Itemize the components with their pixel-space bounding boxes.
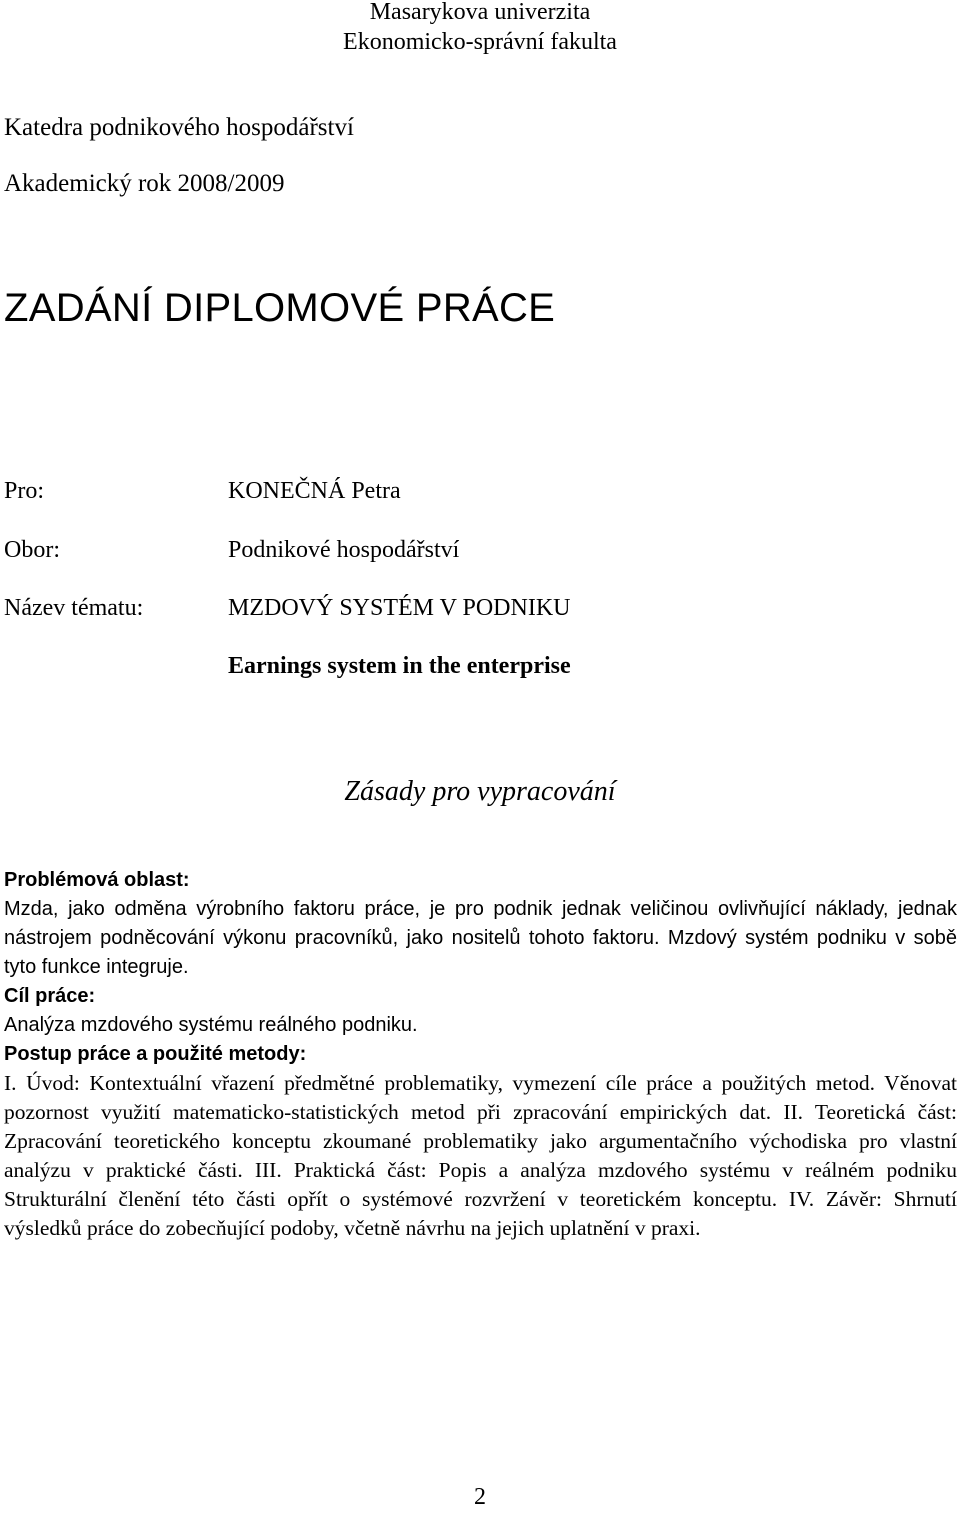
university-name: Masarykova univerzita xyxy=(369,0,591,25)
tema-value: MZDOVÝ SYSTÉM V PODNIKU xyxy=(228,595,571,621)
academic-year: Akademický rok 2008/2009 xyxy=(4,170,285,197)
problem-heading: Problémová oblast: xyxy=(4,869,190,891)
obor-value: Podnikové hospodářství xyxy=(228,537,460,563)
pro-value: KONEČNÁ Petra xyxy=(228,478,401,504)
tema-english: Earnings system in the enterprise xyxy=(228,653,571,679)
tema-label: Název tématu: xyxy=(4,595,144,621)
principles-body xyxy=(4,866,957,1243)
document-title: ZADÁNÍ DIPLOMOVÉ PRÁCE xyxy=(4,286,556,330)
pro-label: Pro: xyxy=(4,478,45,504)
goal-heading: Cíl práce: xyxy=(4,985,96,1007)
page-number: 2 xyxy=(474,1484,486,1510)
method-text: I. Úvod: Kontextuální vřazení předmětné problematiky, vymezení cíle práce a použitých metod. Věnovat pozornost využití matematicko-statistických metod při zpracování empirických dat. II. Teoretická část: Zpracování teoretického konceptu zkoumané problematiky jako argumentačního východiska pro vlastní analýzu v praktické části. III. Praktická část: Popis a analýza mzdového systému v reálném podniku Strukturální členění této části opřít o systémové rozvržení v teoretickém konceptu. IV. Závěr: Shrnutí výsledků práce do zobecňující podoby, včetně návrhu na jejich uplatnění v praxi. xyxy=(4,1071,957,1240)
problem-text: Mzda, jako odměna výrobního faktoru práce, je pro podnik jednak veličinou ovlivňující náklady, jednak nástrojem podněcování výkonu pracovníků, jako nositelů tohoto faktoru. Mzdový systém podniku v sobě tyto funkce integruje. xyxy=(4,898,957,978)
method-heading: Postup práce a použité metody: xyxy=(4,1043,307,1065)
faculty-name: Ekonomicko-správní fakulta xyxy=(343,29,617,55)
principles-title: Zásady pro vypracování xyxy=(344,776,616,807)
obor-label: Obor: xyxy=(4,537,60,563)
department-name: Katedra podnikového hospodářství xyxy=(4,114,354,141)
goal-text: Analýza mzdového systému reálného podniku. xyxy=(4,1014,418,1036)
